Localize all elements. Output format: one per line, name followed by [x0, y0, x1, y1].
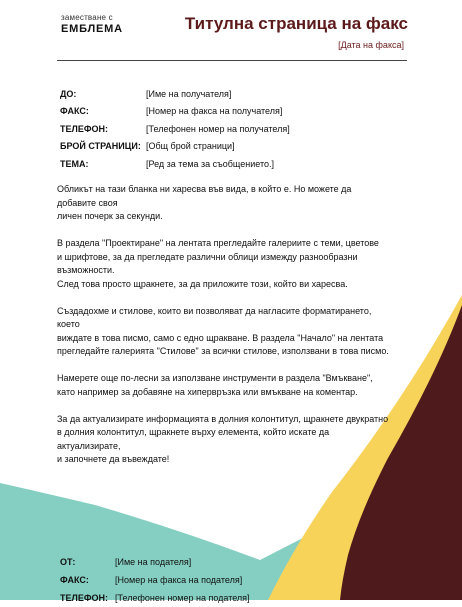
footer-row-from [60, 553, 250, 571]
field-row-to [60, 85, 290, 103]
sender-fields [60, 553, 250, 607]
body-line: личен почерк за секунди. [57, 211, 163, 221]
body-line: и започнете да въвеждате! [57, 454, 170, 464]
logo-placeholder[interactable] [61, 14, 123, 35]
body-paragraph [57, 372, 392, 399]
body-line: в долния колонтитул, щракнете върху елемента, който искате да актуализирате, [57, 427, 330, 451]
field-label: БРОЙ СТРАНИЦИ: [60, 141, 141, 152]
field-row-fax [60, 103, 290, 121]
header-divider [57, 60, 407, 61]
field-label: ФАКС: [60, 106, 89, 117]
recipient-fields [60, 85, 290, 173]
recipient-fax-field[interactable]: [Номер на факса на получателя] [146, 106, 283, 117]
field-label: ФАКС: [60, 575, 89, 585]
message-body[interactable] [57, 183, 392, 480]
recipient-phone-field[interactable]: [Телефонен номер на получателя] [146, 123, 290, 134]
sender-fax-field[interactable]: [Номер на факса на подателя] [115, 575, 243, 585]
field-label: ТЕЛЕФОН: [60, 123, 108, 134]
body-line: виждате в това писмо, само с едно щракване. В раздела "Начало" на лентата [57, 332, 384, 343]
body-paragraph [57, 305, 392, 359]
field-row-subject [60, 155, 290, 173]
page-title: Титулна страница на факс [184, 14, 408, 33]
field-label: ОТ: [60, 557, 76, 567]
subject-field[interactable]: [Ред за тема за съобщението.] [146, 158, 274, 169]
body-line: Обликът на тази бланка ни харесва във вида, в който е. Но можете да добавите своя [57, 184, 352, 208]
body-paragraph [57, 413, 392, 467]
body-line: За да актуализирате информацията в долния колонтитул, щракнете двукратно [57, 413, 389, 424]
body-paragraph [57, 183, 392, 224]
field-row-phone [60, 120, 290, 138]
body-paragraph [57, 237, 392, 291]
body-line: Намерете още по-лесни за използване инструменти в раздела "Вмъкване", [57, 373, 373, 383]
logo-line-big: ЕМБЛЕМА [61, 23, 123, 35]
body-line: и шрифтове, за да прегледате различни облици измежду разнообразни възможности. [57, 251, 358, 275]
recipient-name-field[interactable]: [Име на получателя] [146, 88, 232, 99]
field-row-pages [60, 138, 290, 156]
footer-row-phone [60, 589, 250, 607]
body-line: След това просто щракнете, за да приложите този, който ви харесва. [57, 278, 348, 289]
page-count-field[interactable]: [Общ брой страници] [146, 141, 235, 152]
field-label: ТЕМА: [60, 158, 89, 169]
body-line: като например за добавяне на хипервръзка или вмъкване на коментар. [57, 386, 358, 397]
sender-name-field[interactable]: [Име на подателя] [115, 557, 192, 567]
footer-row-fax [60, 571, 250, 589]
field-label: ТЕЛЕФОН: [60, 593, 108, 603]
body-line: В раздела "Проектиране" на лентата прегледайте галериите с теми, цветове [57, 238, 379, 248]
body-line: Създадохме и стилове, които ви позволяват да нагласите форматирането, което [57, 305, 372, 329]
sender-phone-field[interactable]: [Телефонен номер на подателя] [115, 593, 250, 603]
fax-date-field[interactable]: [Дата на факса] [338, 40, 404, 50]
field-label: ДО: [60, 88, 77, 99]
logo-line-small: заместване с [61, 13, 113, 22]
body-line: прегледайте галерията "Стилове" за всички стилове, използвани в това писмо. [57, 346, 389, 356]
